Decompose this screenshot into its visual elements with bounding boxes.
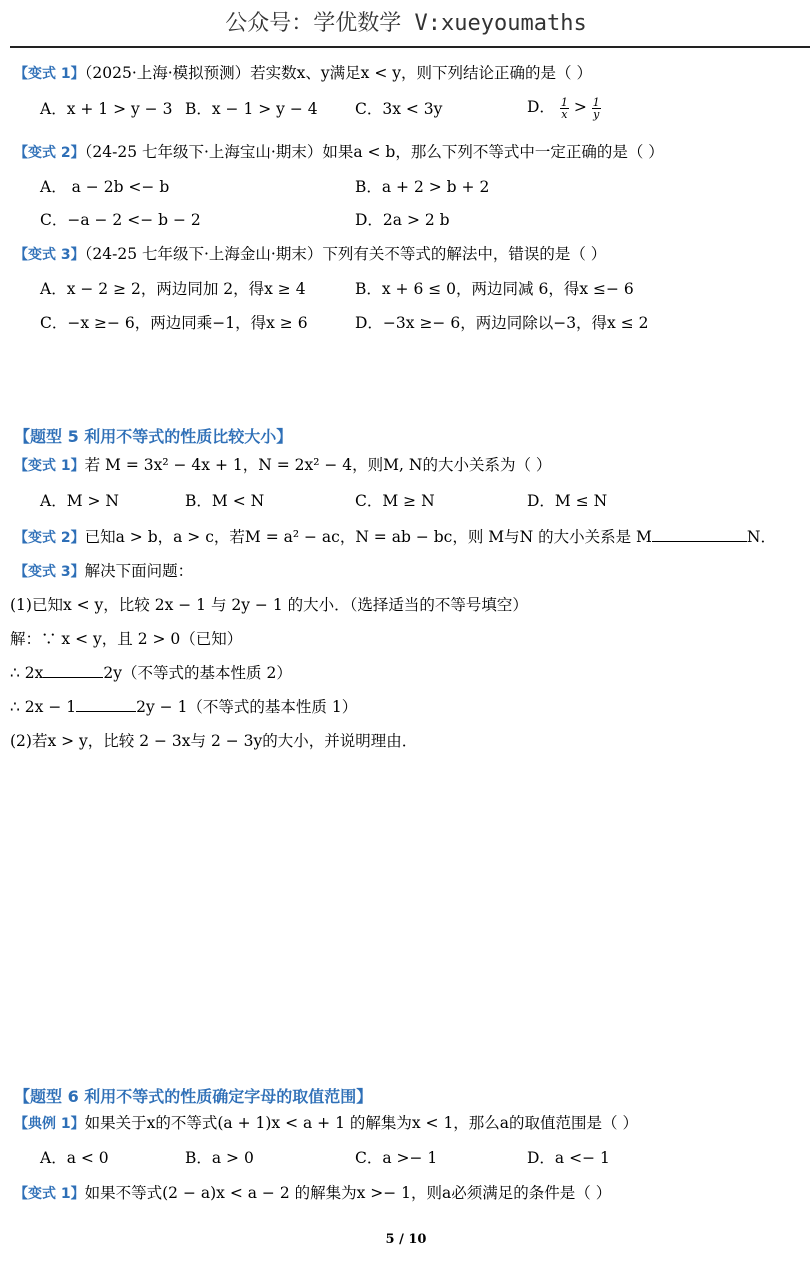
question-stem: （24-25 七年级下·上海宝山·期末）如果a < b，那么下列不等式中一定正确的是（ ） <box>84 143 664 161</box>
question-stem: 解决下面问题： <box>84 562 194 580</box>
option-b: B．x − 1 > y − 4 <box>185 100 318 118</box>
question-stem: 已知a > b，a > c，若M = a² − ac，N = ab − bc，则 M与N 的大小关系是 M <box>84 528 652 546</box>
option-a: A．M > N <box>40 492 119 510</box>
option-d: D．M ≤ N <box>527 492 608 510</box>
question-stem: 若 M = 3x² − 4x + 1，N = 2x² − 4，则M, N的大小关系为（ ） <box>84 456 552 474</box>
variant-tag: 【变式 1】 <box>14 458 85 474</box>
option-d: D．a <− 1 <box>527 1149 610 1167</box>
question-stem: 如果不等式(2 − a)x < a − 2 的解集为x >− 1，则a必须满足的条件是（ ） <box>84 1184 612 1202</box>
option-c: C．a >− 1 <box>355 1149 438 1167</box>
variant-3-question <box>14 243 606 266</box>
option-b: B．a > 0 <box>185 1149 254 1167</box>
variant-tag: 【变式 2】 <box>14 145 85 161</box>
option-a: A．x − 2 ≥ 2，两边同加 2，得x ≥ 4 <box>40 280 306 298</box>
section-6-example-1-question <box>14 1112 638 1135</box>
variant-1-question <box>14 62 592 85</box>
section-5-variant-1-question <box>14 454 551 477</box>
question-end: N． <box>746 528 776 546</box>
section-5-title: 【题型 5 利用不等式的性质比较大小】 <box>14 427 293 446</box>
option-c: C．−x ≥− 6，两边同乘−1，得x ≥ 6 <box>40 314 308 332</box>
example-tag: 【典例 1】 <box>14 1116 85 1132</box>
option-c: C．M ≥ N <box>355 492 435 510</box>
answer-blank[interactable] <box>43 663 103 678</box>
solution-line-1: 解：∵ x < y，且 2 > 0（已知） <box>10 630 243 648</box>
subquestion-1: (1)已知x < y，比较 2x − 1 与 2y − 1 的大小．（选择适当的不等号填空） <box>10 596 528 614</box>
answer-blank[interactable] <box>76 697 136 712</box>
option-b: B．a + 2 > b + 2 <box>355 178 490 196</box>
page-number: 5 / 10 <box>385 1232 427 1247</box>
section-6-variant-1-question <box>14 1182 611 1205</box>
section-6-title: 【题型 6 利用不等式的性质确定字母的取值范围】 <box>14 1087 373 1106</box>
variant-tag: 【变式 2】 <box>14 530 85 546</box>
variant-tag: 【变式 3】 <box>14 564 85 580</box>
question-stem: 如果关于x的不等式(a + 1)x < a + 1 的解集为x < 1，那么a的取值范围是（ ） <box>84 1114 638 1132</box>
option-b: B．x + 6 ≤ 0，两边同减 6，得x ≤− 6 <box>355 280 634 298</box>
option-a: A．x + 1 > y − 3 <box>40 100 173 118</box>
subquestion-2: (2)若x > y，比较 2 − 3x与 2 − 3y的大小，并说明理由． <box>10 732 418 750</box>
option-d <box>527 96 601 120</box>
option-d: D．2a > 2 b <box>355 211 450 229</box>
question-stem: （24-25 七年级下·上海金山·期末）下列有关不等式的解法中，错误的是（ ） <box>84 245 607 263</box>
section-5-variant-3-question <box>14 560 193 583</box>
page-header: 公众号：学优数学 V:xueyoumaths <box>225 11 587 36</box>
variant-2-question <box>14 141 664 164</box>
header-divider <box>10 46 810 48</box>
section-5-variant-2-question <box>14 526 776 549</box>
option-a: A． a − 2b <− b <box>40 178 170 196</box>
option-c: C．−a − 2 <− b − 2 <box>40 211 201 229</box>
option-d: D．−3x ≥− 6，两边同除以−3，得x ≤ 2 <box>355 314 649 332</box>
fraction-1-over-y: $\frac{1}{y}$ <box>592 95 600 121</box>
question-stem: （2025·上海·模拟预测）若实数x、y满足x < y，则下列结论正确的是（ ） <box>84 64 592 82</box>
fraction-1-over-x: $\frac{1}{x}$ <box>560 95 568 121</box>
option-b: B．M < N <box>185 492 265 510</box>
option-c: C．3x < 3y <box>355 100 443 118</box>
relation-sign: > <box>573 98 587 116</box>
option-a: A．a < 0 <box>40 1149 109 1167</box>
answer-blank[interactable] <box>652 527 747 542</box>
variant-tag: 【变式 1】 <box>14 1186 85 1202</box>
option-d-label: D． <box>527 98 555 116</box>
variant-tag: 【变式 3】 <box>14 247 85 263</box>
solution-line-2: ∴ 2x 2y（不等式的基本性质 2） <box>10 664 292 682</box>
solution-line-3: ∴ 2x − 1 2y − 1（不等式的基本性质 1） <box>10 698 358 716</box>
variant-tag: 【变式 1】 <box>14 66 85 82</box>
